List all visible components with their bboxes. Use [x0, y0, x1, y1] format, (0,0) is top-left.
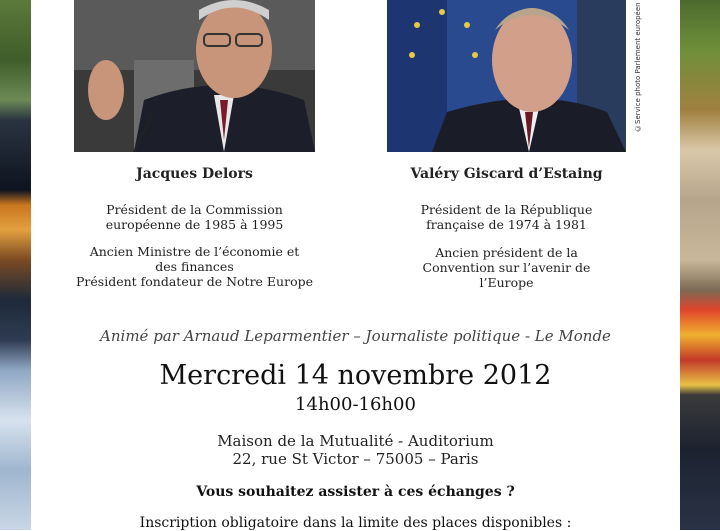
- event-date: Mercredi 14 novembre 2012: [159, 360, 552, 391]
- left-role-line: Président fondateur de Notre Europe: [76, 274, 313, 289]
- moderator-line: Animé par Arnaud Leparmentier – Journaliste politique - Le Monde: [100, 327, 611, 345]
- venue-street: 22, rue St Victor – 75005 – Paris: [232, 450, 479, 468]
- left-role-line: Ancien Ministre de l’économie et: [89, 244, 300, 259]
- venue-name: Maison de la Mutualité - Auditorium: [217, 432, 494, 450]
- left-speaker-roles-1: [74, 202, 315, 232]
- venue-address: [31, 432, 680, 468]
- right-role-line: Président de la République: [420, 202, 593, 217]
- left-role-line: des finances: [155, 259, 234, 274]
- right-speaker-roles-1: [387, 202, 626, 232]
- photo-credit: ©Service photo Parlement européen: [634, 2, 642, 132]
- right-role-line: Convention sur l’avenir de: [422, 260, 591, 275]
- right-role-line: l’Europe: [479, 275, 534, 290]
- right-role-line: Ancien président de la: [435, 245, 578, 260]
- attendance-question: Vous souhaitez assister à ces échanges ?: [196, 484, 515, 500]
- right-speaker-roles-2: [387, 245, 626, 290]
- left-speaker-block: [74, 167, 315, 182]
- left-speaker-roles-2: [74, 244, 315, 289]
- event-time: 14h00-16h00: [295, 394, 416, 415]
- portrait-photo-left: [74, 0, 315, 152]
- right-speaker-block: [387, 167, 626, 182]
- speaker-name-left: Jacques Delors: [136, 166, 253, 182]
- left-role-line: Président de la Commission: [106, 202, 283, 217]
- left-role-line: européenne de 1985 à 1995: [105, 217, 284, 232]
- registration-note: Inscription obligatoire dans la limite des places disponibles :: [139, 515, 572, 531]
- portrait-right-illustration: [387, 0, 626, 152]
- left-photo-strip: [0, 0, 31, 530]
- portrait-left-illustration: [74, 0, 315, 152]
- speaker-name-right: Valéry Giscard d’Estaing: [410, 166, 603, 182]
- right-photo-strip: [680, 0, 720, 530]
- right-role-line: française de 1974 à 1981: [426, 217, 587, 232]
- portrait-photo-right: [387, 0, 626, 152]
